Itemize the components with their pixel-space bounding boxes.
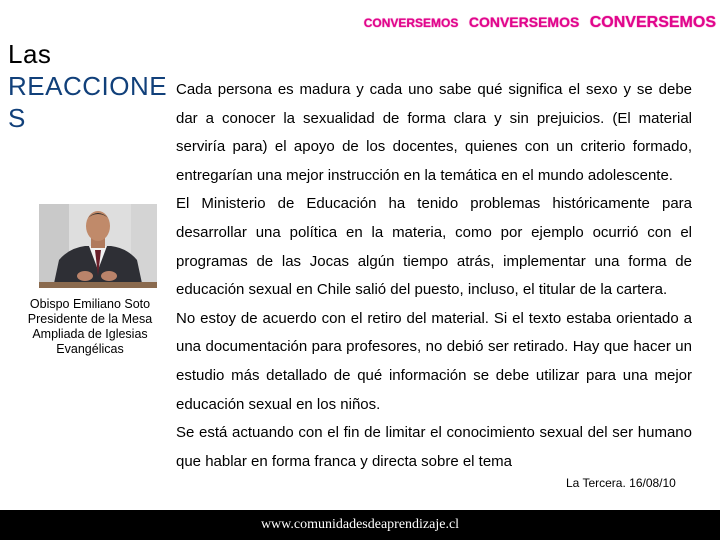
portrait-photo [39, 204, 157, 288]
article-body [176, 76, 692, 476]
caption-line: Obispo Emiliano Soto [29, 297, 151, 311]
header-word: CONVERSEMOS [589, 14, 716, 31]
header-word: CONVERSEMOS [363, 16, 459, 30]
photo-caption [10, 297, 170, 357]
paragraph: El Ministerio de Educación ha tenido problemas históricamente para desarrollar una política en la materia, como por ejemplo ocurrió con el programas de las Jocas algún tiempo atrás, implementar una forma de educación sexual en Chile salió del puesto, incluso, el titular de la cartera. [176, 195, 692, 299]
title-line-2: REACCIONES [8, 71, 168, 133]
portrait-photo-icon [39, 204, 157, 288]
source-citation: La Tercera. 16/08/10 [566, 476, 676, 490]
footer-bar [0, 510, 720, 540]
paragraph: No estoy de acuerdo con el retiro del material. Si el texto estaba orientado a una documentación para profesores, no debió ser retirado. Hay que hacer un estudio más detallado de qué información se debe utilizar para una mejor educación sexual en los niños. [176, 309, 692, 413]
title-line-1: Las [8, 39, 52, 69]
header-word: CONVERSEMOS [468, 14, 580, 30]
paragraph: Se está actuando con el fin de limitar el conocimiento sexual del ser humano que hablar en forma franca y directa sobre el tema [176, 424, 692, 470]
caption-line: Evangélicas [56, 342, 124, 356]
caption-line: Ampliada de Iglesias [32, 327, 148, 341]
footer-url[interactable]: www.comunidadesdeaprendizaje.cl [260, 517, 460, 532]
header-conversemos [364, 14, 716, 32]
caption-line: Presidente de la Mesa [27, 312, 153, 326]
page-title [8, 38, 178, 134]
paragraph: Cada persona es madura y cada uno sabe qué significa el sexo y se debe dar a conocer la sexualidad de forma clara y sin prejuicios. (El material serviría para) el apoyo de los docentes, quienes con un criterio formado, entregarían una mejor instrucción en la temática en el mundo adolescente. [176, 81, 692, 184]
